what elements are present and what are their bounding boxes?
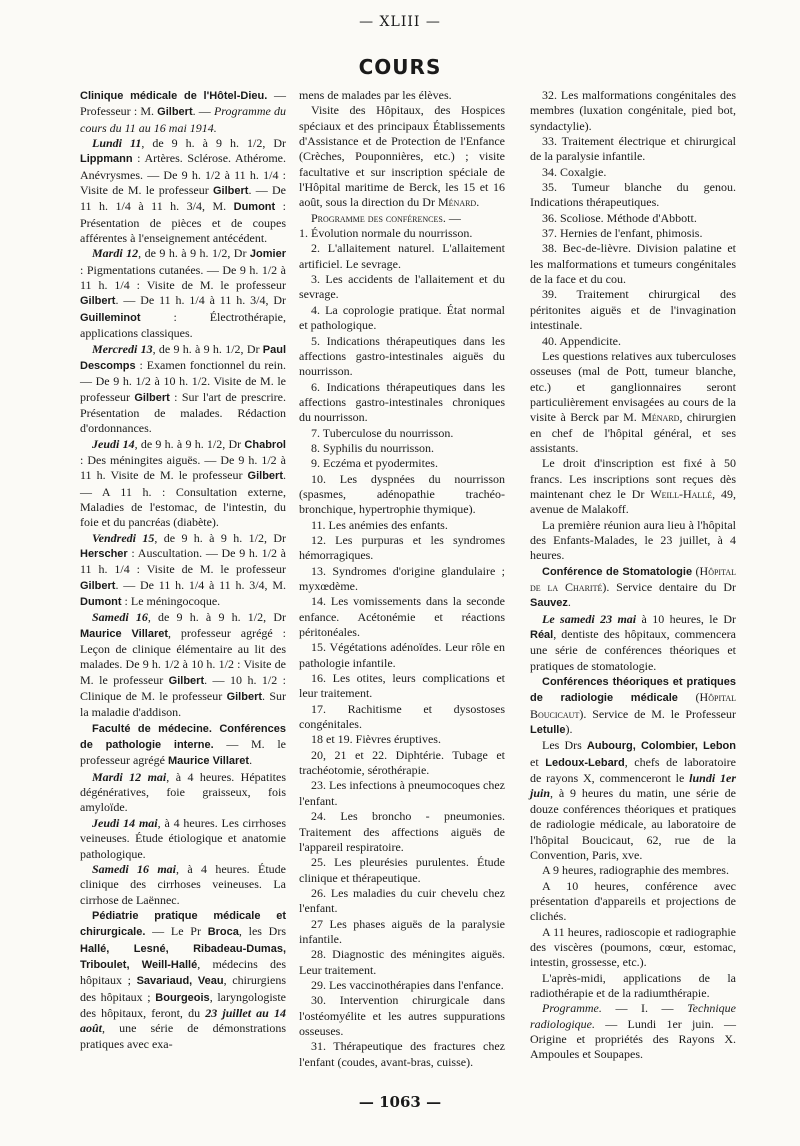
paragraph (530, 134, 736, 165)
text-run: 32. Les malformations congénitales des membres (luxation congénitale, pied bot, syndactylie). (530, 88, 736, 133)
text-run: 35. Tumeur blanche du genou. Indications thérapeutiques. (530, 180, 736, 210)
paragraph (530, 738, 736, 863)
text-run: , une série de démonstrations pratiques avec exa- (80, 1021, 286, 1051)
text-run: 18 et 19. Fièvres éruptives. (311, 732, 441, 747)
text-run: Gilbert (212, 185, 249, 198)
text-run: Jeudi 14 mai (92, 815, 158, 830)
text-run: 3. Les accidents de l'allaitement et du sevrage. (299, 272, 505, 302)
text-run: 15. Végétations adénoïdes. Leur rôle en pathologie infantile. (299, 640, 505, 670)
text-run: , les Drs (238, 924, 287, 939)
text-run: 13. Syndromes d'origine glandulaire ; myxœdème. (299, 563, 505, 593)
column-left (80, 88, 286, 1052)
text-run: , de 9 h. à 9 h. 1/2, Dr (138, 246, 250, 261)
text-run: Savariaud, Veau (136, 975, 224, 988)
text-run: Bourgeois (155, 991, 210, 1004)
paragraph (299, 272, 505, 303)
paragraph (299, 518, 505, 533)
paragraph (530, 971, 736, 1002)
text-run: ). Service dentaire du Dr (602, 580, 736, 594)
text-run: Weill-Hallé (650, 486, 713, 501)
paragraph (299, 103, 505, 210)
paragraph (299, 426, 505, 441)
text-run: Les Drs (542, 738, 587, 753)
text-run: 10. Les dyspnées du nourrisson (spasmes, adénopathie trachéo-bronchique, hypertrophie thymique). (299, 471, 505, 517)
text-run: . Sur la maladie d'addison. (80, 689, 287, 720)
text-run: 31. Thérapeutique des fractures chez l'enfant (coudes, avant-bras, cuisse). (299, 1039, 505, 1069)
paragraph (530, 180, 736, 211)
text-run: Gilbert (134, 391, 170, 404)
paragraph (80, 610, 286, 720)
paragraph (299, 594, 505, 640)
paragraph (80, 88, 286, 136)
paragraph (530, 241, 736, 287)
text-run: Le samedi 23 mai (542, 611, 637, 626)
text-run: Programme du cours du 11 au 16 mai 1914. (80, 104, 286, 135)
text-run: Ménard (641, 410, 680, 425)
paragraph (299, 778, 505, 809)
text-run: Chabrol (244, 438, 286, 451)
text-run: : Sur l'art de prescrire. Présentation de malades. Rédaction d'ordonnances. (80, 389, 287, 436)
paragraph (299, 226, 505, 241)
text-run: Faculté de médecine. Conférences de pathologie interne. (80, 722, 286, 752)
paragraph (530, 349, 736, 456)
text-run: — Le Pr (145, 924, 208, 939)
text-run: et (530, 754, 546, 769)
page-title: COURS (358, 55, 442, 79)
text-run: Gilbert (226, 691, 263, 704)
paragraph (299, 380, 505, 426)
paragraph (530, 334, 736, 349)
text-run: . — (192, 104, 214, 119)
text-run: : Des méningites aiguës. — De 9 h. 1/2 à 11 h. Visite de M. le professeur (80, 452, 286, 483)
text-run: Samedi 16 (92, 610, 148, 625)
text-run: 20, 21 et 22. Diphtérie. Tubage et trachéotomie, sérothérapie. (299, 747, 505, 778)
text-run: La première réunion aura lieu à l'hôpital des Enfants-Malades, le 23 juillet, à 4 heures. (530, 517, 736, 563)
text-run: Jeudi 14 (92, 436, 135, 451)
text-run: . — A 11 h. : Consultation externe, Maladies de l'estomac, de l'intestin, du foie et du pancréas (diabète). (80, 468, 286, 530)
paragraph (299, 241, 505, 272)
text-run: Ledoux-Lebard (545, 756, 625, 769)
text-run: Dumont (80, 596, 122, 608)
text-run: , de 9 h. à 9 h. 1/2, Dr (134, 436, 245, 451)
text-run: lundi 1er juin (530, 771, 736, 801)
text-run: Mercredi 13 (92, 341, 153, 356)
paragraph (80, 862, 286, 908)
text-run: 4. La coprologie pratique. État normal et pathologique. (299, 302, 505, 333)
paragraph (530, 165, 736, 180)
paragraph (299, 917, 505, 948)
text-run: Samedi 16 mai (92, 861, 177, 876)
text-run: Clinique médicale de l'Hôtel-Dieu. (80, 90, 268, 102)
paragraph (530, 612, 736, 674)
paragraph (299, 211, 505, 226)
text-run: : Pigmentations cutanées. — De 9 h. 1/2 à 11 h. 1/4 : Visite de M. le professeur (80, 262, 286, 293)
paragraph (299, 993, 505, 1039)
paragraph (299, 456, 505, 471)
text-run: , de 9 h. à 9 h. 1/2, Dr (141, 136, 286, 151)
text-run: , à 4 heures. Les cirrhoses veineuses. Étude étiologique et anatomie pathologique. (80, 815, 286, 861)
paragraph (299, 640, 505, 671)
text-run: — Professeur : M. (80, 88, 286, 119)
text-run: , professeur agrégé : Leçon de clinique élémentaire au lit des malades. De 9 h. 1/2 à 10 h. 1/2 : Visite de M. le professeur (80, 625, 286, 687)
text-run: Dumont (233, 201, 276, 214)
text-run: , de 9 h. à 9 h. 1/2, Dr (154, 530, 286, 545)
paragraph (299, 88, 505, 103)
text-run: 24. Les broncho - pneumonies. Traitement des affections aiguës de l'appareil respiratoire. (299, 809, 505, 854)
text-run: , à 4 heures. Hépatites dégénératives, foie graisseux, fois amyloïde. (80, 769, 287, 815)
paragraph (299, 533, 505, 564)
text-run: . — (442, 210, 461, 225)
text-run: Lundi 11 (92, 136, 142, 151)
text-run: 33. Traitement électrique et chirurgical de la paralysie infantile. (530, 134, 736, 164)
paragraph (530, 88, 736, 134)
paragraph (80, 437, 286, 531)
text-run: 5. Indications thérapeutiques dans les affections gastro-intestinales aiguës du nourrisson. (299, 333, 505, 379)
text-run: Gilbert (80, 579, 116, 592)
text-run: Guilleminot (80, 311, 141, 324)
paragraph (299, 748, 505, 779)
paragraph (80, 721, 286, 770)
text-run: A 9 heures, radiographie des membres. (542, 863, 729, 878)
paragraph (299, 732, 505, 747)
text-run: . — De 11 h. 1/4 à 11 h. 3/4, M. (115, 577, 286, 592)
text-run: Pédiatrie pratique médicale et chirurgicale. (80, 909, 286, 939)
text-run: Herscher (80, 547, 128, 560)
text-columns (70, 88, 737, 1090)
text-run: 39. Traitement chirurgical des péritonites aiguës et de l'invagination intestinale. (530, 287, 736, 333)
text-run: Maurice Villaret (167, 755, 250, 768)
text-run: . — 10 h. 1/2 : Clinique de M. le professeur (80, 672, 287, 704)
text-run: 6. Indications thérapeutiques dans les affections gastro-intestinales chroniques du nourrisson. (299, 379, 505, 425)
text-run: : Présentation de pièces et de coupes afférentes à l'enseignement antécédent. (80, 199, 286, 246)
text-run: . — De 11 h. 1/4 à 11 h. 3/4, Dr (115, 293, 286, 308)
page-number: — 1063 — (358, 1093, 442, 1111)
text-run: Visite des Hôpitaux, des Hospices spéciaux et des principaux Établissements d'Assistance et de Protection de l'Enfance (Crèches, Pouponnières, etc.) ; visite facultative et sur inscription spéciale de l'Hôpital maritime de Berck, les 15 et 16 août, sous la direction du Dr (299, 103, 505, 210)
text-run: Hôpital Boucicaut (530, 690, 737, 721)
text-run: Gilbert (157, 106, 193, 119)
paragraph (299, 809, 505, 855)
text-run: ( (692, 563, 700, 578)
text-run: , dentiste des hôpitaux, commencera une série de conférences théoriques et pratiques de stomatologie. (530, 627, 736, 673)
text-run: 30. Intervention chirurgicale dans l'ostéomyélite et les autres suppurations osseuses. (299, 993, 505, 1038)
text-run: mens de malades par les élèves. (299, 88, 452, 102)
text-run: — M. le professeur agrégé (80, 737, 286, 768)
text-run: 9. Eczéma et pyodermites. (311, 456, 438, 471)
text-run: 8. Syphilis du nourrisson. (311, 440, 435, 455)
paragraph (299, 441, 505, 456)
text-run: Gilbert (247, 470, 283, 483)
paragraph (530, 456, 736, 517)
text-run: Réal (530, 629, 554, 642)
text-run: Jomier (249, 248, 286, 261)
text-run: Aubourg, Colombier, Lebon (586, 740, 736, 753)
text-run: : Auscultation. — De 9 h. 1/2 à 11 h. 1/4 : Visite de M. le professeur (80, 545, 286, 577)
text-run: , chirurgien en chef de l'hôpital général, et ses assistants. (530, 410, 736, 455)
text-run: L'après-midi, applications de la radiothérapie et de la radiumthérapie. (530, 970, 736, 1000)
text-run: , laryngologiste des hôpitaux, feront, du (80, 989, 286, 1020)
text-run: 36. Scoliose. Méthode d'Abbott. (542, 210, 697, 225)
paragraph (80, 246, 286, 341)
text-run: 26. Les maladies du cuir chevelu chez l'enfant. (299, 885, 505, 916)
text-run: 23 juillet au 14 août (80, 1005, 286, 1036)
text-run: Ménard (437, 195, 477, 210)
text-run: Letulle (530, 724, 566, 737)
paragraph (299, 564, 505, 595)
paragraph (299, 855, 505, 886)
paragraph (80, 531, 286, 611)
paragraph (530, 879, 736, 925)
text-run: . (567, 595, 571, 610)
text-run: 1. Évolution normale du nourrisson. (299, 226, 473, 241)
column-right (530, 88, 736, 1063)
text-run: Sauvez (530, 597, 568, 610)
text-run: . (476, 195, 480, 210)
text-run: 27 Les phases aiguës de la paralysie infantile. (299, 916, 505, 946)
text-run: , médecins des hôpitaux ; (80, 956, 286, 988)
text-run: Lippmann (80, 153, 133, 166)
text-run: Conférence de Stomatologie (542, 565, 693, 578)
column-middle (299, 88, 505, 1070)
text-run: 34. Coxalgie. (542, 164, 607, 179)
text-run: Vendredi 15 (92, 530, 155, 545)
text-run: , à 9 heures du matin, une série de douze conférences théoriques et pratiques de radiologie médicale, au laboratoire de l'hôpital Boucicaut, 62, rue de la Convention, Paris, xve. (530, 786, 736, 862)
text-run: ( (677, 690, 700, 705)
text-run: à 10 heures, le Dr (636, 611, 736, 626)
paragraph (80, 908, 286, 1052)
running-head: — XLIII — (359, 14, 441, 30)
text-run: : Examen fonctionnel du rein. — De 9 h. 1/2 à 10 h. 1/2. Visite de M. le professeur (80, 357, 286, 404)
text-run: 23. Les infections à pneumocoques chez l'enfant. (299, 778, 505, 808)
paragraph (530, 226, 736, 241)
text-run: Gilbert (168, 674, 205, 687)
paragraph (299, 978, 505, 993)
paragraph (299, 886, 505, 917)
text-run: , de 9 h. à 9 h. 1/2, Dr (152, 341, 263, 356)
text-run: 38. Bec-de-lièvre. Division palatine et les malformations et tumeurs congénitales de la face et du cou. (530, 241, 736, 287)
paragraph (299, 947, 505, 978)
text-run: , chefs de laboratoire de rayons X, commenceront le (530, 754, 736, 786)
text-run: Conférences théoriques et pratiques de radiologie médicale (530, 676, 736, 705)
text-run: 40. Appendicite. (542, 333, 621, 348)
paragraph (80, 136, 286, 246)
text-run: 37. Hernies de l'enfant, phimosis. (542, 226, 703, 241)
text-run: . (249, 753, 253, 768)
text-run: . — De 11 h. 1/4 à 11 h. 3/4, M. (80, 183, 286, 214)
text-run: Le droit d'inscription est fixé à 50 francs. Les inscriptions sont reçues dès maintenant chez le Dr (530, 456, 736, 501)
text-run: Programme. (542, 1001, 602, 1016)
paragraph (80, 770, 286, 816)
paragraph (299, 1039, 505, 1070)
paragraph (530, 518, 736, 564)
paragraph (299, 702, 505, 733)
text-run: 17. Rachitisme et dysostoses congénitales. (299, 701, 505, 732)
paragraph (299, 671, 505, 702)
text-run: , de 9 h. à 9 h. 1/2, Dr (147, 610, 286, 625)
text-run: 29. Les vaccinothérapies dans l'enfance. (311, 977, 504, 992)
text-run: A 10 heures, conférence avec présentation d'appareils et projections de clichés. (530, 878, 736, 924)
text-run: 7. Tuberculose du nourrisson. (311, 425, 454, 440)
paragraph (530, 1001, 736, 1062)
paragraph (530, 564, 736, 612)
text-run: 12. Les purpuras et les syndromes hémorragiques. (299, 532, 505, 563)
text-run: , 49, avenue de Malakoff. (530, 486, 737, 517)
paragraph (530, 674, 736, 738)
text-run: Broca (207, 926, 239, 939)
text-run: 28. Diagnostic des méningites aiguës. Leur traitement. (299, 947, 505, 977)
paragraph (530, 925, 736, 971)
text-run: Programme des conférences (311, 210, 443, 225)
paragraph (530, 287, 736, 333)
text-run: 16. Les otites, leurs complications et leur traitement. (299, 671, 505, 701)
text-run: Hallé, Lesné, Ribadeau-Dumas, Triboulet, Weill-Hallé (80, 942, 286, 971)
text-run: Paul Descomps (80, 343, 286, 372)
text-run: 14. Les vomissements dans la seconde enfance. Acétonémie et réactions péritonéales. (299, 594, 505, 640)
paragraph (530, 211, 736, 226)
text-run: — Lundi 1er juin. — Origine et propriétés des Rayons X. Ampoules et Soupapes. (530, 1016, 736, 1062)
text-run: 11. Les anémies des enfants. (311, 517, 448, 532)
text-run: : Le méningocoque. (121, 594, 221, 608)
text-run: , à 4 heures. Étude clinique des cirrhoses veineuses. La cirrhose de Laënnec. (80, 861, 286, 907)
text-run: ). Service de M. le Professeur (579, 706, 736, 721)
paragraph (299, 334, 505, 380)
text-run: Technique radiologique. (530, 1001, 736, 1031)
text-run: Mardi 12 (92, 246, 139, 261)
text-run: A 11 heures, radioscopie et radiographie des viscères (poumons, cœur, estomac, intestin, grossesse, etc.). (530, 924, 736, 970)
text-run: Maurice Villaret (80, 627, 169, 640)
text-run: Hôpital de la Charité (530, 563, 736, 594)
paragraph (299, 472, 505, 518)
paragraph (80, 342, 286, 437)
text-run: Les questions relatives aux tuberculoses osseuses (mal de Pott, tumeur blanche, etc.) et ganglionnaires seront particulièrement envisagées au cours de la visite à Berck par M. (530, 348, 736, 425)
text-run: ). (565, 722, 573, 737)
text-run: — I. — (601, 1001, 688, 1016)
text-run: Gilbert (80, 295, 116, 308)
text-run: , chirurgiens des hôpitaux ; (80, 973, 287, 1004)
paragraph (80, 816, 286, 862)
text-run: : Artères. Sclérose. Athérome. Anévrysmes. — De 9 h. 1/2 à 11 h. 1/4 : Visite de M. le professeur (80, 151, 286, 198)
text-run: : Électrothérapie, applications classiques. (80, 309, 286, 341)
text-run: Mardi 12 mai (92, 769, 167, 784)
paragraph (299, 303, 505, 334)
paragraph (530, 863, 736, 878)
text-run: 25. Les pleurésies purulentes. Étude clinique et thérapeutique. (299, 855, 505, 885)
text-run: 2. L'allaitement naturel. L'allaitement artificiel. Le sevrage. (299, 241, 505, 271)
